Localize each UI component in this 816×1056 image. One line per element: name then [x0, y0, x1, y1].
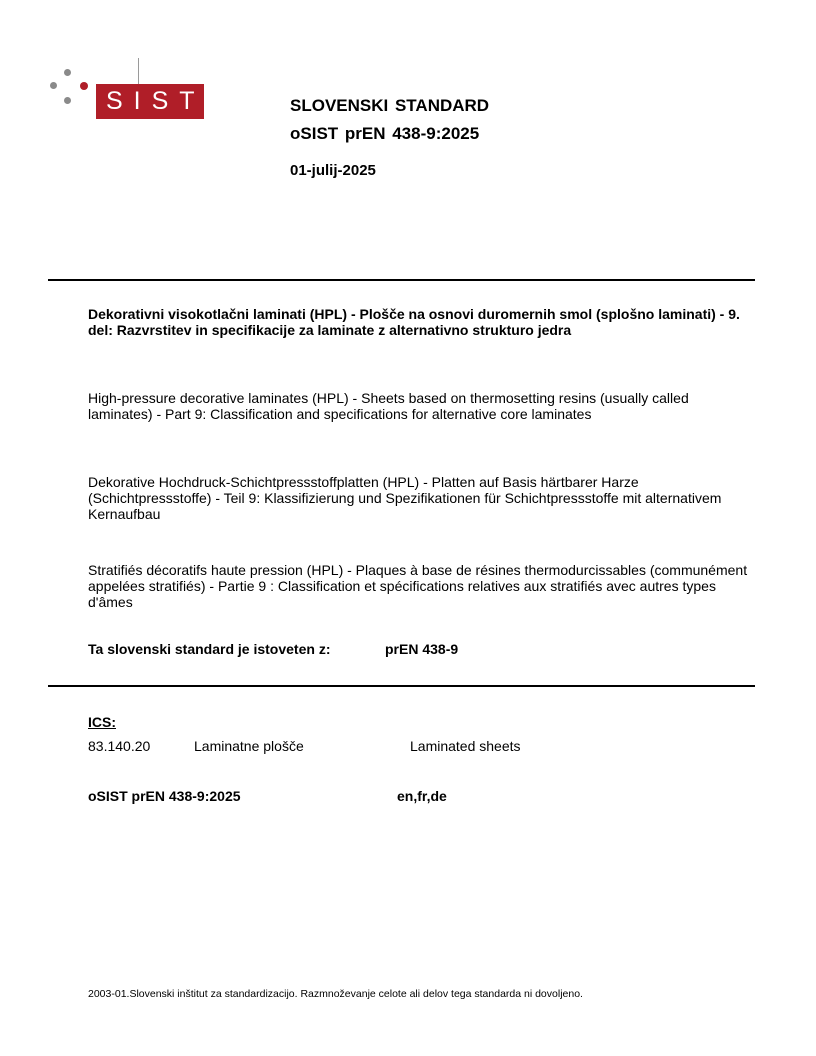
standard-date: 01-julij-2025: [290, 162, 376, 179]
title-french: Stratifiés décoratifs haute pression (HPL) - Plaques à base de résines thermodurcissables (communément appelées stratifiés) - Partie 9 : Classification et spécifications relatives aux stratifiés avec autres types d'âmes: [88, 562, 748, 610]
title-slovenian: Dekorativni visokotlačni laminati (HPL) - Plošče na osnovi duromernih smol (splošno laminati) - 9. del: Razvrstitev in specifikacije za laminate z alternativno strukturo jedra: [88, 306, 740, 338]
ics-heading: ICS:: [88, 714, 116, 730]
logo-dot: [50, 82, 57, 89]
ics-description-sl: Laminatne plošče: [194, 738, 304, 754]
document-code: oSIST prEN 438-9:2025: [88, 788, 241, 804]
copyright-notice: 2003-01.Slovenski inštitut za standardizacijo. Razmnoževanje celote ali delov tega standarda ni dovoljeno.: [88, 988, 583, 1000]
identical-value: prEN 438-9: [385, 641, 459, 657]
logo-text: SIST: [96, 84, 204, 119]
standard-title: SLOVENSKI STANDARD: [290, 96, 490, 115]
title-english: High-pressure decorative laminates (HPL) - Sheets based on thermosetting resins (usually called laminates) - Part 9: Classification and specifications for alternative core laminates: [88, 390, 689, 422]
divider-bottom: [48, 685, 755, 687]
title-german: Dekorative Hochdruck-Schichtpressstoffplatten (HPL) - Platten auf Basis härtbarer Harze (Schichtpressstoffe) - Teil 9: Klassifizierung und Spezifikationen für Schichtpressstoffe mit alternativem Kernaufbau: [88, 474, 722, 522]
identical-label: Ta slovenski standard je istoveten z:: [88, 641, 331, 657]
sist-logo: [46, 58, 206, 118]
standard-code: oSIST prEN 438-9:2025: [290, 124, 480, 143]
logo-dot: [64, 69, 71, 76]
divider-top: [48, 279, 755, 281]
logo-dot: [80, 82, 88, 90]
document-languages: en,fr,de: [397, 788, 447, 804]
logo-dot: [64, 97, 71, 104]
ics-code: 83.140.20: [88, 738, 151, 754]
ics-description-en: Laminated sheets: [410, 738, 521, 754]
